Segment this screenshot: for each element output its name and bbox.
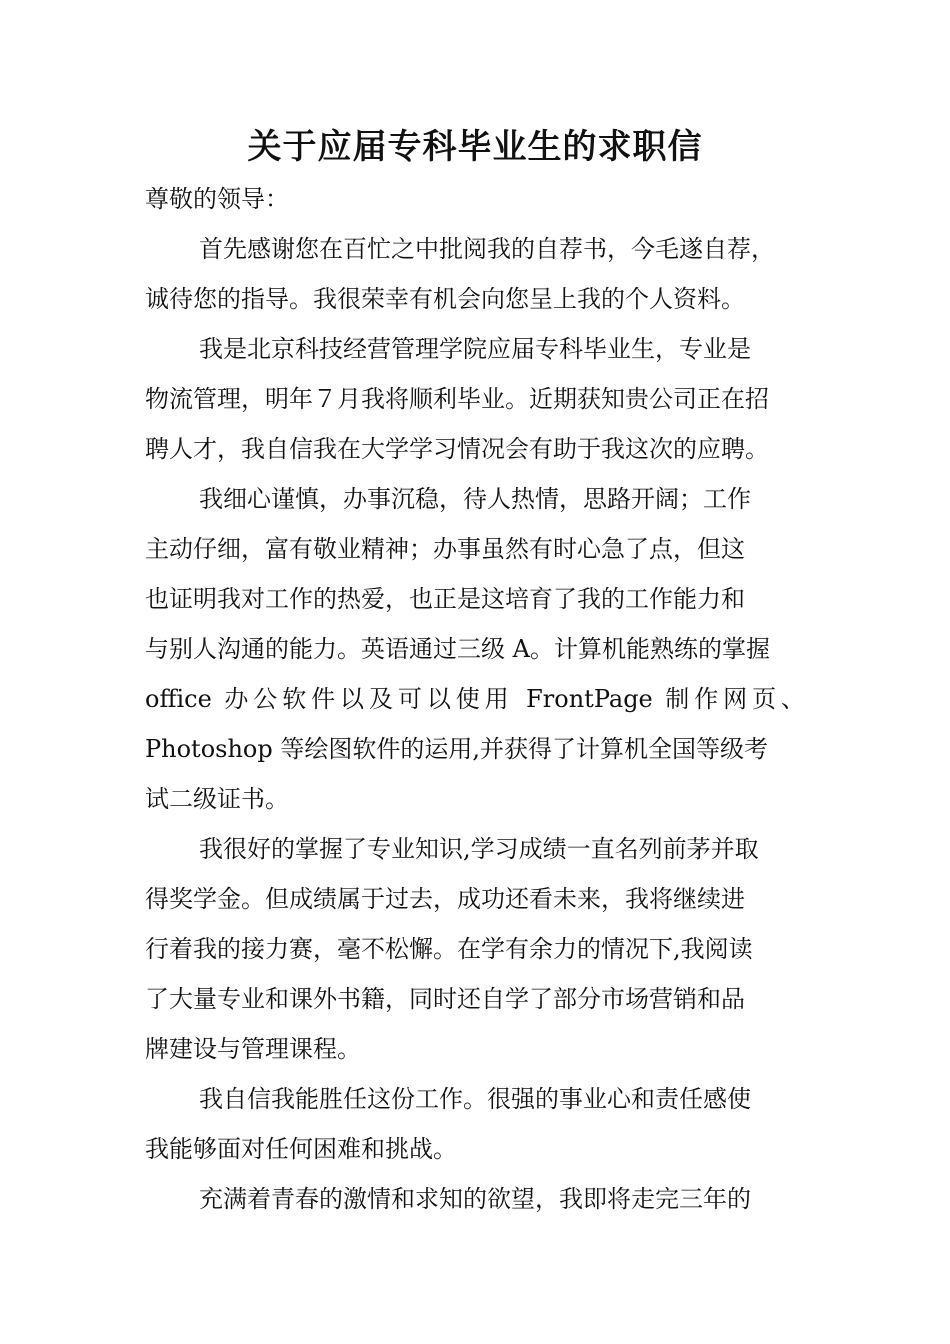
paragraph-line: 我很好的掌握了专业知识,学习成绩一直名列前茅并取 [199, 835, 759, 863]
paragraph-line: 行着我的接力赛，毫不松懈。在学有余力的情况下,我阅读 [145, 935, 753, 963]
paragraph-line: 我细心谨慎，办事沉稳，待人热情，思路开阔；工作 [199, 485, 751, 513]
paragraph-line: office 办公软件以及可以使用 FrontPage 制作网页、 [145, 685, 805, 713]
document-title: 关于应届专科毕业生的求职信 [247, 127, 703, 167]
paragraph-line: 物流管理，明年７月我将顺利毕业。近期获知贵公司正在招 [145, 385, 769, 413]
paragraph-line: 得奖学金。但成绩属于过去，成功还看未来，我将继续进 [145, 885, 745, 913]
paragraph-line: 我能够面对任何困难和挑战。 [145, 1135, 457, 1163]
paragraph-line: 诚待您的指导。我很荣幸有机会向您呈上我的个人资料。 [145, 285, 745, 313]
paragraph-line: 主动仔细，富有敬业精神；办事虽然有时心急了点，但这 [145, 535, 745, 563]
paragraph-line: Photoshop 等绘图软件的运用,并获得了计算机全国等级考 [145, 735, 768, 763]
paragraph-line: 与别人沟通的能力。英语通过三级 A。计算机能熟练的掌握 [145, 635, 770, 663]
paragraph-line: 聘人才，我自信我在大学学习情况会有助于我这次的应聘。 [145, 435, 769, 463]
paragraph-line: 充满着青春的激情和求知的欲望，我即将走完三年的 [199, 1185, 751, 1213]
salutation: 尊敬的领导： [145, 185, 289, 213]
paragraph-line: 试二级证书。 [145, 785, 289, 813]
paragraph-line: 牌建设与管理课程。 [145, 1035, 361, 1063]
paragraph-line: 也证明我对工作的热爱，也正是这培育了我的工作能力和 [145, 585, 745, 613]
paragraph-line: 我是北京科技经营管理学院应届专科毕业生，专业是 [199, 335, 751, 363]
paragraph-line: 我自信我能胜任这份工作。很强的事业心和责任感使 [199, 1085, 751, 1113]
paragraph-line: 首先感谢您在百忙之中批阅我的自荐书，今毛遂自荐， [199, 235, 775, 263]
paragraph-line: 了大量专业和课外书籍，同时还自学了部分市场营销和品 [145, 985, 745, 1013]
